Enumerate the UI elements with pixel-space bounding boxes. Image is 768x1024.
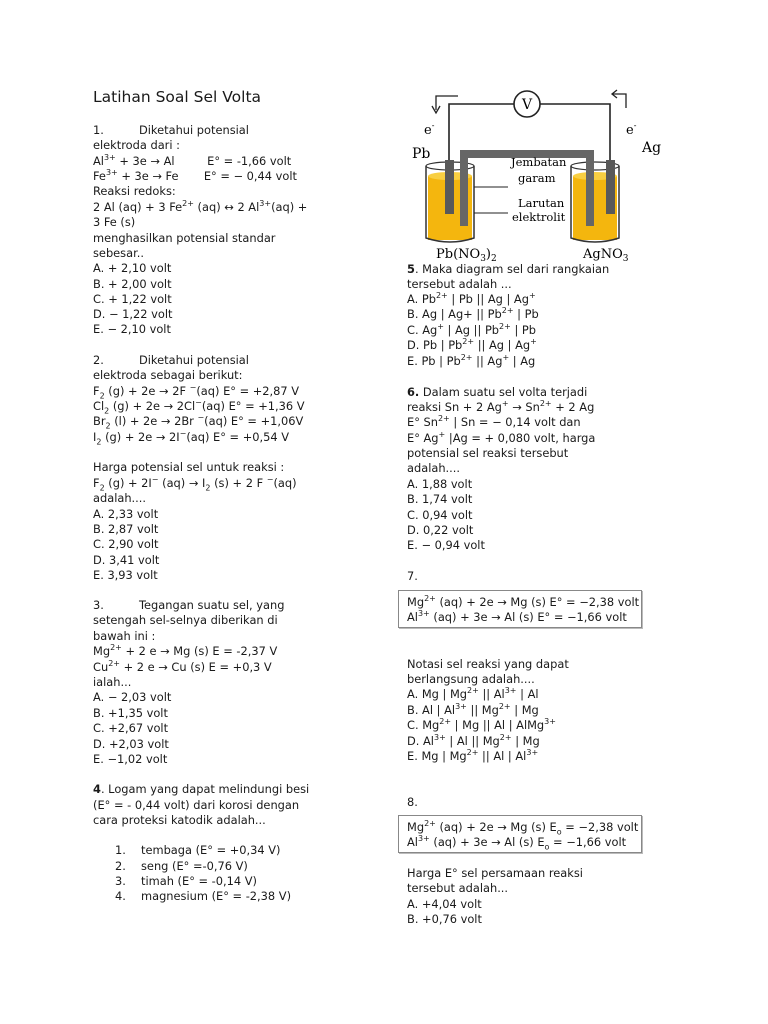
q1-line: elektroda dari :: [93, 138, 180, 152]
q5-option-b: B. Ag | Ag+ || $Pb^{2+}$ | Pb: [407, 306, 539, 321]
q3-reaction: $Cu^{2+} + 2$ e → Cu (s) E = +0,3 V: [93, 659, 272, 674]
electrode-label-pb: Pb: [412, 146, 431, 162]
q4-line: (E° = - 0,44 volt) dari korosi dengan: [93, 798, 300, 812]
q2-option-a: A. 2,33 volt: [93, 507, 159, 521]
q1-option-b: B. + 2,00 volt: [93, 277, 172, 291]
q6-line: reaksi Sn + 2 $Ag^+ \to Sn^{2+} + 2$ Ag: [407, 399, 595, 414]
q7-option-d: D. $Al^{3+}$ | Al || $Mg^{2+}$ | Mg: [407, 733, 540, 748]
electrode-pb: [445, 160, 454, 214]
q6-option-b: B. 1,74 volt: [407, 492, 473, 506]
q8-equation-box: [398, 815, 642, 853]
voltmeter-label: V: [521, 97, 533, 113]
q4-item: [115, 889, 291, 904]
q7-equation-box: [398, 590, 642, 628]
q3-heading: [93, 598, 284, 613]
q7-option-c: C. $Mg^{2+}$ | Mg || Al | AlMg$^{3+}$: [407, 717, 556, 732]
q6-option-d: D. 0,22 volt: [407, 523, 474, 537]
q1-option-d: D. − 1,22 volt: [93, 307, 173, 321]
q7-equation: $Mg^{2+}$ (aq) + 2e → Mg (s) E° = −2,38 volt: [407, 594, 640, 609]
q1-intro: Diketahui potensial: [139, 123, 249, 137]
q3-line: bawah ini :: [93, 629, 156, 643]
q1-option-e: E. − 2,10 volt: [93, 322, 171, 336]
q2-option-c: C. 2,90 volt: [93, 537, 159, 551]
q5-line: 5. Maka diagram sel dari rangkaian: [407, 262, 610, 276]
q3-reaction: $Mg^{2+} + 2$ e → Mg (s) E = -2,37 V: [93, 643, 278, 658]
electrolyte-label: elektrolit: [512, 210, 566, 224]
q8-line: Harga E° sel persamaan reaksi: [407, 866, 583, 880]
q2-number: 2.: [93, 353, 104, 367]
q2-option-d: D. 3,41 volt: [93, 553, 160, 567]
q5-option-d: D. Pb | $Pb^{2+}$ || Ag | Ag+: [407, 337, 537, 352]
q3-option-c: C. +2,67 volt: [93, 721, 169, 735]
beaker-label-left: $Pb(NO_3)_2$: [436, 247, 497, 262]
q1-line: sebesar..: [93, 246, 144, 260]
q4-item-text: seng (E° =-0,76 V): [141, 859, 248, 873]
q2-line: adalah....: [93, 491, 147, 505]
q7-option-a: A. Mg | $Mg^{2+}$ || $Al^{3+}$ | Al: [407, 686, 539, 701]
q4-item-text: timah (E° = -0,14 V): [141, 874, 257, 888]
q4-item-text: tembaga (E° = +0,34 V): [141, 843, 281, 857]
q2-reaction: $Cl_2$ (g) + 2e → 2Cl−(aq) E° = +1,36 V: [93, 398, 305, 416]
electrode-label-ag: Ag: [642, 140, 662, 156]
q1-option-c: C. + 1,22 volt: [93, 292, 172, 306]
q5-option-a: A. $Pb^{2+}$ | Pb || Ag | Ag+: [407, 291, 536, 306]
q1-option-a: A. + 2,10 volt: [93, 261, 172, 275]
q8-equation: $Mg^{2+}$ (aq) + 2e → Mg (s) $E_o = -2,38$ volt: [407, 819, 639, 837]
q2-line: $F_2$ (g) + 2I− $(aq) \to I_2$ (s) + 2 F −(aq): [93, 475, 297, 493]
q7-option-e: E. Mg | $Mg^{2+}$ || Al | $Al^{3+}$: [407, 748, 539, 763]
q3-line: setengah sel-selnya diberikan di: [93, 613, 278, 627]
q7-line: berlangsung adalah....: [407, 672, 535, 686]
q2-reaction: $F_2$ (g) + 2e → 2F −(aq) E° = +2,87 V: [93, 383, 300, 401]
q1-line: menghasilkan potensial standar: [93, 231, 276, 245]
q7-number: 7.: [407, 569, 418, 583]
q5-line: tersebut adalah ...: [407, 277, 512, 291]
q5-option-c: C. Ag+ | Ag || $Pb^{2+}$ | Pb: [407, 322, 537, 337]
q5-option-e: E. Pb | $Pb^{2+}$ || Ag+ | Ag: [407, 353, 536, 368]
beaker-label-right: AgNO$_3$: [583, 247, 629, 262]
q4-item: [115, 859, 248, 874]
q2-line: Harga potensial sel untuk reaksi :: [93, 460, 285, 474]
q8-equation: $Al^{3+}$ (aq) + 3e → Al (s) $E_o = -1,66$ volt: [407, 834, 627, 852]
q3-number: 3.: [93, 598, 104, 612]
q3-line: ialah...: [93, 675, 132, 689]
q4-item: [115, 874, 257, 889]
q3-intro: Tegangan suatu sel, yang: [139, 598, 285, 612]
q2-heading: [93, 353, 249, 368]
q3-option-a: A. − 2,03 volt: [93, 690, 172, 704]
q4-line: cara proteksi katodik adalah...: [93, 813, 266, 827]
q4-item-number: 3.: [115, 874, 126, 888]
q2-option-b: B. 2,87 volt: [93, 522, 159, 536]
q2-intro: Diketahui potensial: [139, 353, 249, 367]
q8-option-a: A. +4,04 volt: [407, 897, 482, 911]
q8-line: tersebut adalah...: [407, 881, 509, 895]
q8-number: 8.: [407, 795, 418, 809]
q1-number: 1.: [93, 123, 104, 137]
q6-line: E° $Sn^{2+}$ | Sn = − 0,14 volt dan: [407, 414, 581, 429]
q6-option-a: A. 1,88 volt: [407, 477, 473, 491]
q4-item: [115, 843, 281, 858]
q3-option-e: E. −1,02 volt: [93, 752, 168, 766]
q7-option-b: B. Al | $Al^{3+}$ || $Mg^{2+}$ | Mg: [407, 702, 539, 717]
q6-option-c: C. 0,94 volt: [407, 508, 473, 522]
q1-reaction: $Al^{3+} + 3e \to Al$ E° = -1,66 volt: [93, 153, 292, 168]
q1-line: 2 Al (aq) + 3 $Fe^{2+}$ (aq) ↔ 2 $Al^{3+}(aq)$ +: [93, 199, 308, 214]
q6-line: potensial sel reaksi tersebut: [407, 446, 569, 460]
q2-reaction: $I_2$ (g) + 2e → 2I−(aq) E° = +0,54 V: [93, 429, 290, 447]
q1-line: 3 Fe (s): [93, 215, 136, 229]
q6-line: E° Ag+ |Ag = + 0,080 volt, harga: [407, 430, 596, 445]
q3-option-b: B. +1,35 volt: [93, 706, 168, 720]
page-title: Latihan Soal Sel Volta: [93, 88, 262, 106]
q4-item-number: 1.: [115, 843, 126, 857]
q7-equation: $Al^{3+}$ (aq) + 3e → Al (s) E° = −1,66 volt: [407, 609, 627, 624]
electron-label-right: e-: [626, 121, 637, 138]
q2-option-e: E. 3,93 volt: [93, 568, 158, 582]
q4-item-text: magnesium (E° = -2,38 V): [141, 889, 292, 903]
q2-line: elektroda sebagai berikut:: [93, 368, 243, 382]
q4-item-number: 4.: [115, 889, 126, 903]
q1-reaction: $Fe^{3+} + 3e \to Fe$ E° = − 0,44 volt: [93, 168, 298, 183]
q2-reaction: $Br_2$ (l) + 2e → 2Br −(aq) E° = +1,06V: [93, 413, 304, 431]
q1-line: Reaksi redoks:: [93, 184, 176, 198]
q4-line: 4. Logam yang dapat melindungi besi: [93, 782, 310, 796]
q6-line: adalah....: [407, 461, 461, 475]
bridge-label: garam: [518, 171, 556, 185]
q1-heading: [93, 123, 249, 138]
electrolyte-label: Larutan: [518, 196, 565, 210]
q4-item-number: 2.: [115, 859, 126, 873]
voltaic-cell-diagram: [400, 86, 670, 262]
q3-option-d: D. +2,03 volt: [93, 737, 169, 751]
q8-option-b: B. +0,76 volt: [407, 912, 482, 926]
electrode-ag: [606, 160, 615, 214]
bridge-label: Jembatan: [511, 155, 567, 169]
electron-label-left: e-: [424, 121, 435, 138]
q6-option-e: E. − 0,94 volt: [407, 538, 485, 552]
q6-line: 6. Dalam suatu sel volta terjadi: [407, 385, 588, 399]
q7-line: Notasi sel reaksi yang dapat: [407, 657, 569, 671]
